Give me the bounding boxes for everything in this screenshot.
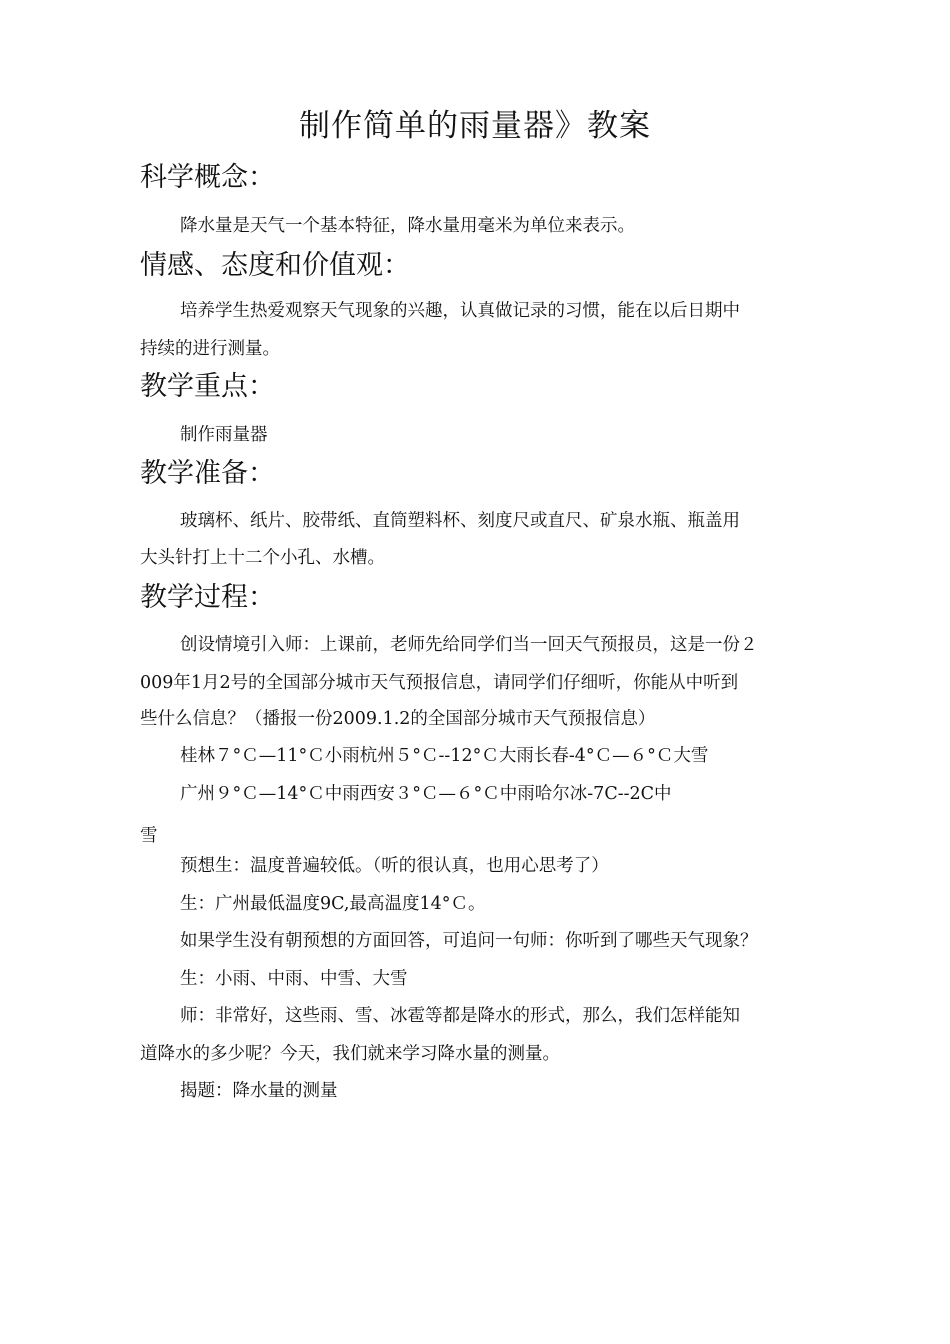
paragraph-line: 玻璃杯、纸片、胶带纸、直筒塑料杯、刻度尺或直尺、矿泉水瓶、瓶盖用 xyxy=(180,511,740,531)
paragraph-line: 广州９°Ｃ—14°Ｃ中雨西安３°Ｃ—６°Ｃ中雨哈尔冰-7C--2C中 xyxy=(180,784,672,804)
paragraph-line: 预想生：温度普遍较低。（听的很认真，也用心思考了） xyxy=(180,856,609,876)
paragraph-line: 揭题：降水量的测量 xyxy=(180,1081,338,1101)
paragraph-line: 如果学生没有朝预想的方面回答，可追问一句师：你听到了哪些天气现象？ xyxy=(180,931,758,951)
paragraph-line: 生：小雨、中雨、中雪、大雪 xyxy=(180,969,408,989)
paragraph-line: 制作雨量器 xyxy=(180,425,268,445)
paragraph-line: 大头针打上十二个小孔、水槽。 xyxy=(140,548,385,568)
section-heading-key-points: 教学重点： xyxy=(140,371,275,402)
section-heading-values: 情感、态度和价值观： xyxy=(140,250,410,281)
paragraph-line: 降水量是天气一个基本特征，降水量用毫米为单位来表示。 xyxy=(180,216,635,236)
document-title: 制作简单的雨量器》教案 xyxy=(299,108,651,144)
paragraph-line: 生：广州最低温度9C,最高温度14°Ｃ。 xyxy=(180,894,486,914)
paragraph-line: 道降水的多少呢？今天，我们就来学习降水量的测量。 xyxy=(140,1044,560,1064)
paragraph-line: 培养学生热爱观察天气现象的兴趣，认真做记录的习惯，能在以后日期中 xyxy=(180,301,740,321)
paragraph-line: 创设情境引入师：上课前，老师先给同学们当一回天气预报员，这是一份２ xyxy=(180,635,758,655)
paragraph-line: 009年1月2号的全国部分城市天气预报信息，请同学们仔细听，你能从中听到 xyxy=(140,673,739,693)
section-heading-science-concept: 科学概念： xyxy=(140,162,275,193)
paragraph-line: 持续的进行测量。 xyxy=(140,339,280,359)
section-heading-process: 教学过程： xyxy=(140,582,275,613)
paragraph-line: 师：非常好，这些雨、雪、冰雹等都是降水的形式，那么，我们怎样能知 xyxy=(180,1006,740,1026)
section-heading-preparation: 教学准备： xyxy=(140,458,275,489)
paragraph-line: 雪 xyxy=(140,826,158,846)
paragraph-line: 些什么信息？（播报一份2009.1.2的全国部分城市天气预报信息） xyxy=(140,709,656,729)
paragraph-line: 桂林７°Ｃ—11°Ｃ小雨杭州５°Ｃ--12°Ｃ大雨长春-4°Ｃ—６°Ｃ大雪 xyxy=(180,746,709,766)
